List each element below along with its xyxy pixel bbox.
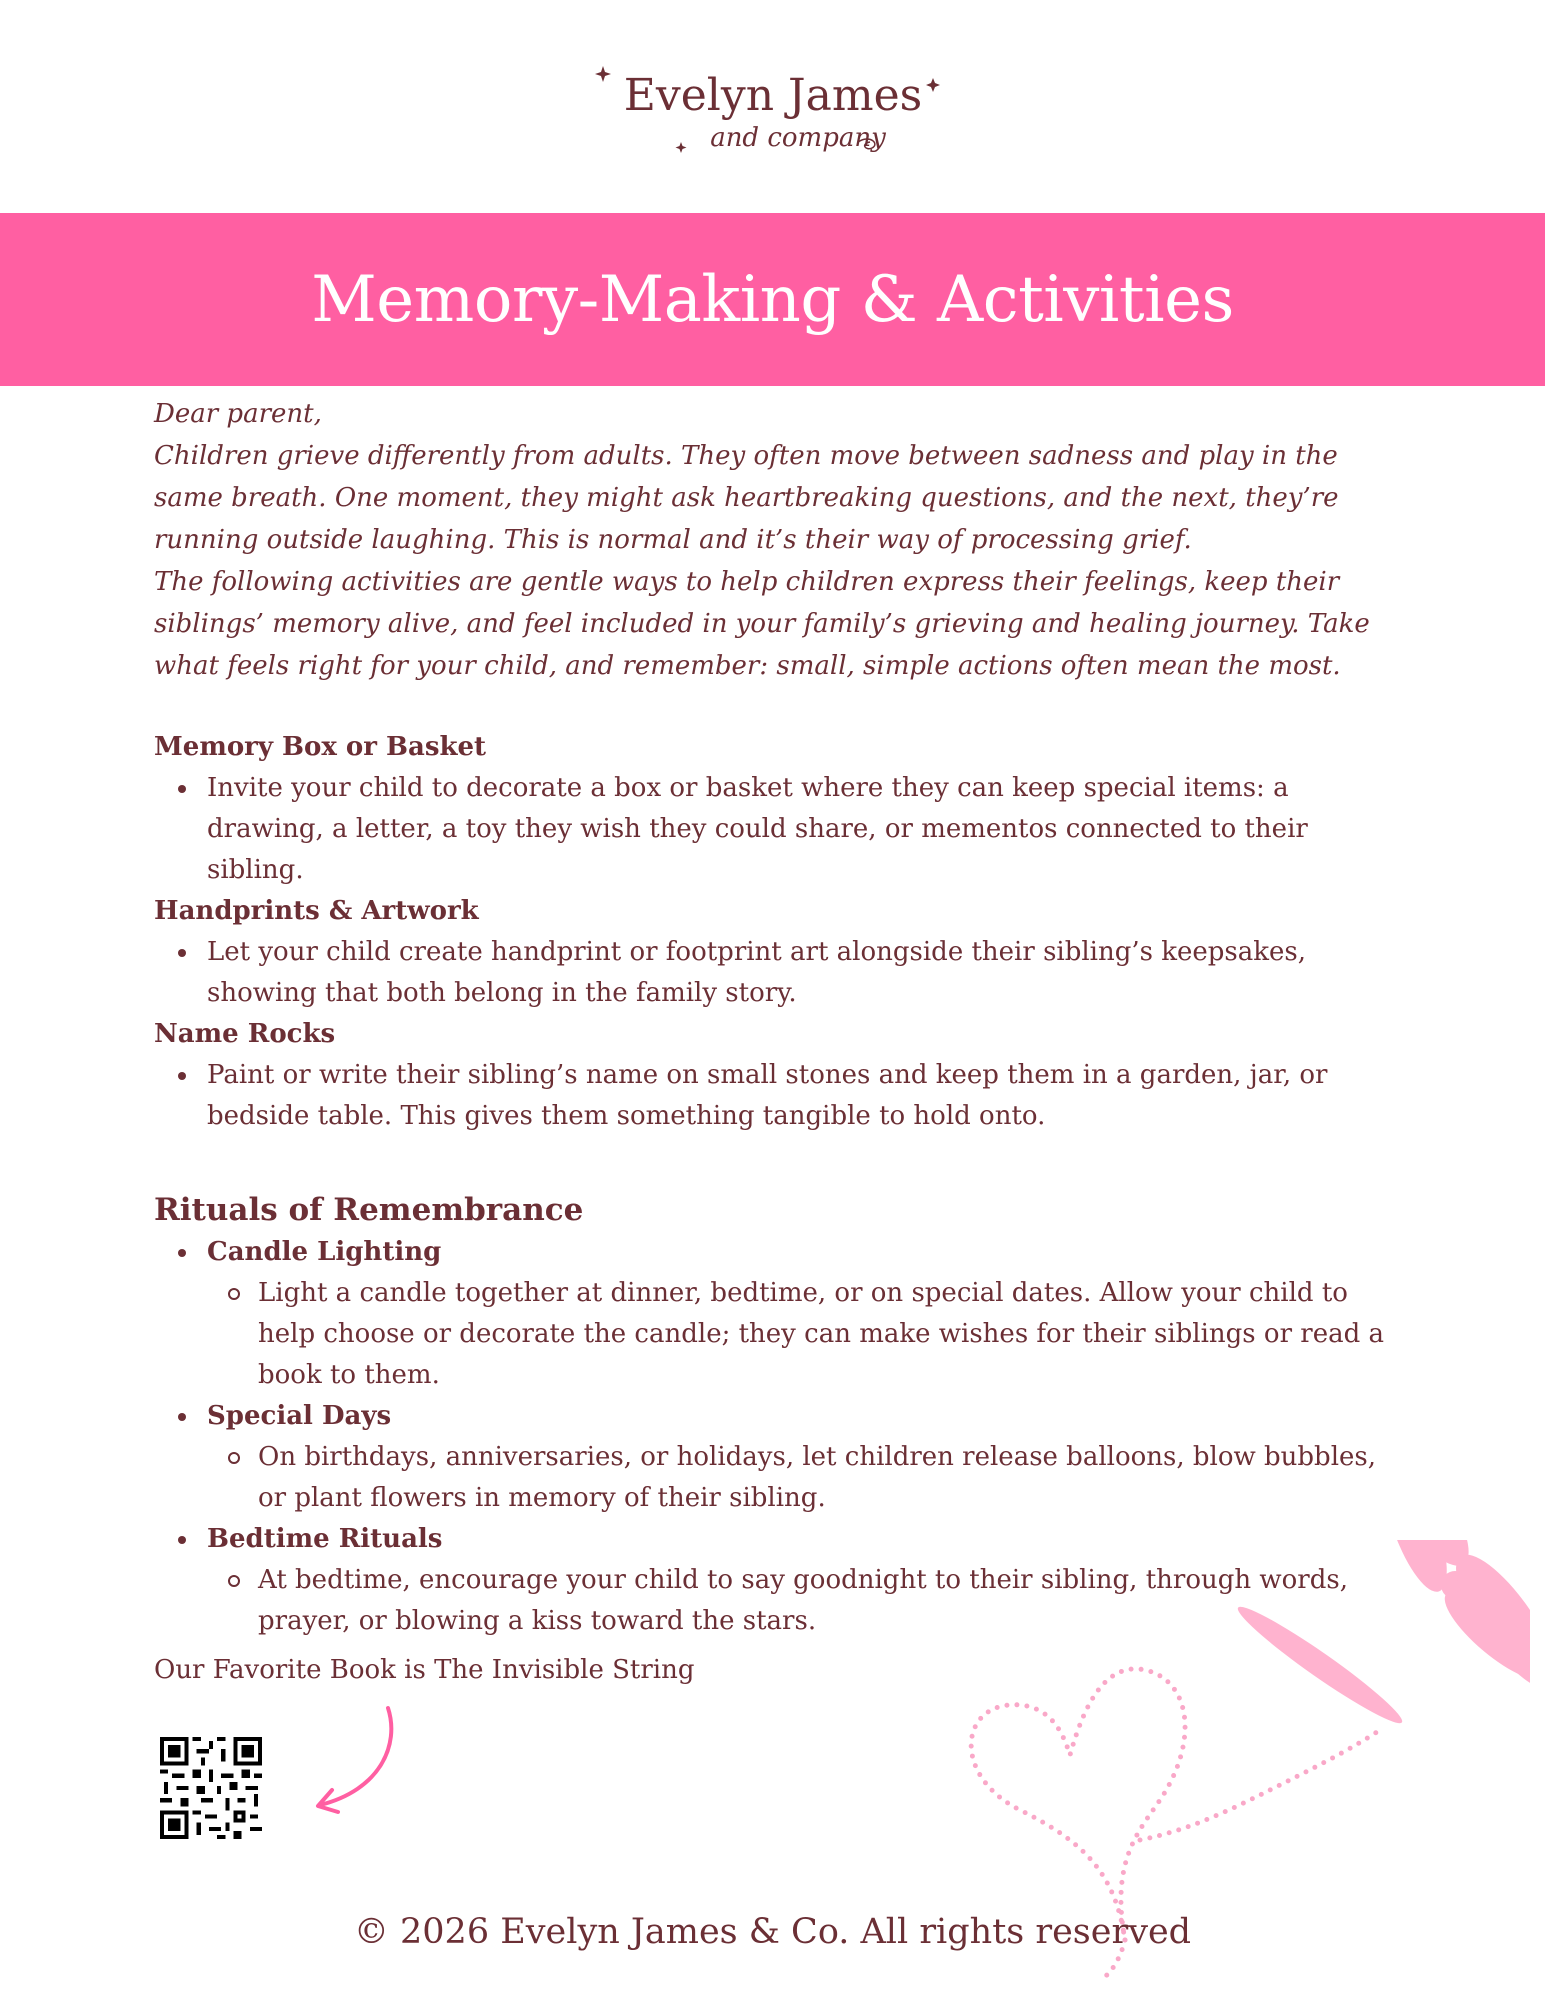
logo-sub-text: and company [709,123,886,153]
logo-brand-text: Evelyn James [623,70,922,121]
title-banner [0,213,1545,386]
ritual-description: On birthdays, anniversaries, or holidays, let children release balloons, blow bubbles, or plant flowers in memory of their sibling. [207,1437,1394,1519]
sparkle-icon [926,78,940,92]
section-handprints [154,891,1394,1014]
intro-paragraph: Children grieve differently from adults. They often move between sadness and play in the same breath. One moment, they might ask heartbreaking questions, and the next, they’re running outside laughing. This is normal and it’s their way of processing grief. [154,441,1339,555]
intro-letter [154,393,1394,687]
page-title: Memory-Making & Activities [311,262,1234,337]
section-title: Memory Box or Basket [154,732,487,762]
curved-arrow-icon [300,1700,410,1830]
sparkle-icon [675,142,686,153]
dotted-trail-path [1140,1730,1380,1840]
section-memory-box [154,727,1394,891]
ritual-label: Bedtime Rituals [207,1524,443,1554]
list-item: Let your child create handprint or footprint art alongside their sibling’s keepsakes, showing that both belong in the family story. [154,932,1394,1014]
ritual-candle-lighting [154,1232,1394,1396]
dotted-heart-path [971,1669,1185,1940]
section-name-rocks [154,1014,1394,1137]
dragonfly-icon [1231,1540,1530,1732]
ritual-label: Candle Lighting [207,1237,442,1267]
list-item: Paint or write their sibling’s name on small stones and keep them in a garden, jar, or bedside table. This gives them something tangible to hold onto. [154,1055,1394,1137]
activity-sections [154,727,1394,1137]
ritual-description: Light a candle together at dinner, bedtime, or on special dates. Allow your child to help choose or decorate the candle; they can make wishes for their siblings or read a book to them. [207,1273,1394,1396]
brand-logo [0,58,1545,163]
ritual-description: At bedtime, encourage your child to say goodnight to their sibling, through words, prayer, or blowing a kiss toward the stars. [207,1560,1394,1642]
ritual-special-days [154,1396,1394,1519]
intro-paragraph: The following activities are gentle ways to help children express their feelings, keep their siblings’ memory alive, and feel included in your family’s grieving and healing journey. Take what feels right for your child, and remember: small, simple actions often mean the most. [154,567,1370,681]
rituals-heading: Rituals of Remembrance [154,1192,584,1228]
intro-greeting: Dear parent, [154,399,322,429]
ritual-label: Special Days [207,1401,392,1431]
logo-graphic [593,58,953,163]
qr-code[interactable] [160,1737,262,1839]
section-title: Handprints & Artwork [154,896,479,926]
main-content [154,393,1394,1642]
section-title: Name Rocks [154,1019,336,1049]
copyright-footer: © 2026 Evelyn James & Co. All rights reserved [353,1912,1192,1952]
sparkle-icon [595,66,611,82]
list-item: Invite your child to decorate a box or basket where they can keep special items: a drawing, a letter, a toy they wish they could share, or mementos connected to their sibling. [154,768,1394,891]
favorite-book-note: Our Favorite Book is The Invisible String [154,1655,695,1685]
